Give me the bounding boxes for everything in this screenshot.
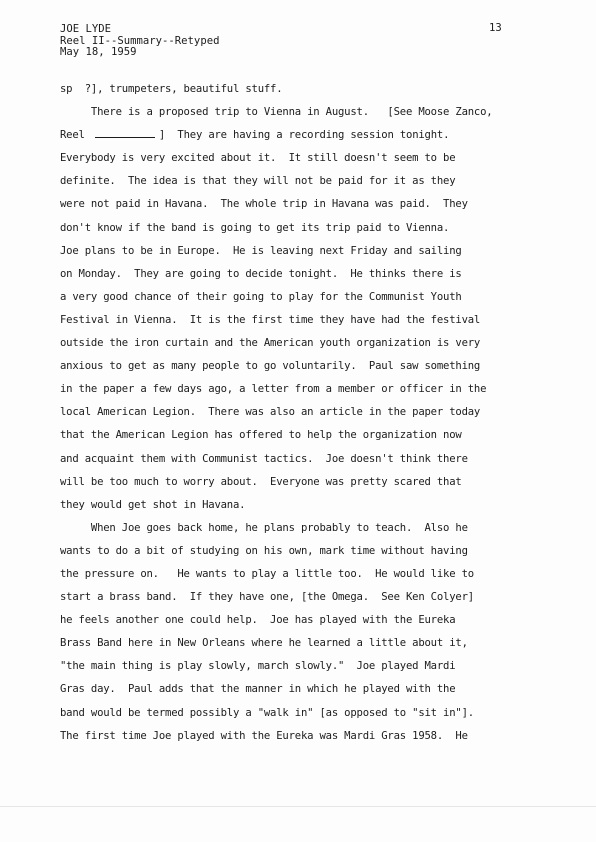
text-line: were not paid in Havana. The whole trip in Havana was paid. They xyxy=(60,198,468,211)
text-line: anxious to get as many people to go voluntarily. Paul saw something xyxy=(60,360,481,373)
text-line: will be too much to worry about. Everyone was pretty scared that xyxy=(60,475,462,488)
text-line: in the paper a few days ago, a letter from a member or officer in the xyxy=(60,383,487,396)
text-line: local American Legion. There was also an article in the paper today xyxy=(60,406,481,419)
text-line: When Joe goes back home, he plans probably to teach. Also he xyxy=(60,521,468,534)
reel-line-tail: ] They are having a recording session tonight. xyxy=(158,129,450,142)
text-line: The first time Joe played with the Eureka was Mardi Gras 1958. He xyxy=(60,729,468,742)
text-line: "the main thing is play slowly, march slowly." Joe played Mardi xyxy=(60,660,456,673)
text-line: don't know if the band is going to get its trip paid to Vienna. xyxy=(60,221,450,234)
text-line: Festival in Vienna. It is the first time they have had the festival xyxy=(60,313,481,326)
blank-field xyxy=(95,128,155,138)
text-line: There is a proposed trip to Vienna in August. [See Moose Zanco, xyxy=(60,106,493,119)
text-line: Brass Band here in New Orleans where he learned a little about it, xyxy=(60,637,468,650)
text-line: they would get shot in Havana. xyxy=(60,498,246,511)
text-line: start a brass band. If they have one, [the Omega. See Ken Colyer] xyxy=(60,591,474,604)
page-number: 13 xyxy=(489,22,502,34)
text-line: and acquaint them with Communist tactics. Joe doesn't think there xyxy=(60,452,468,465)
text-line: band would be termed possibly a "walk in" [as opposed to "sit in"]. xyxy=(60,706,474,719)
text-line: a very good chance of their going to play for the Communist Youth xyxy=(60,290,462,303)
document-header xyxy=(60,24,219,59)
text-line: outside the iron curtain and the American youth organization is very xyxy=(60,337,481,350)
interviewee-name: JOE LYDE xyxy=(60,23,112,35)
text-line: that the American Legion has offered to help the organization now xyxy=(60,429,462,442)
text-line: Joe plans to be in Europe. He is leaving next Friday and sailing xyxy=(60,244,462,257)
transcript-body xyxy=(60,78,530,748)
text-line: wants to do a bit of studying on his own, mark time without having xyxy=(60,544,468,557)
text-line xyxy=(60,124,530,147)
interview-date: May 18, 1959 xyxy=(60,46,137,58)
reel-label: Reel xyxy=(60,129,91,142)
text-line: Everybody is very excited about it. It still doesn't seem to be xyxy=(60,152,456,165)
reel-title: Reel II--Summary--Retyped xyxy=(60,34,220,47)
text-line: the pressure on. He wants to play a little too. He would like to xyxy=(60,567,474,580)
text-line: on Monday. They are going to decide tonight. He thinks there is xyxy=(60,267,462,280)
scan-edge-divider xyxy=(0,806,596,807)
text-line: Gras day. Paul adds that the manner in which he played with the xyxy=(60,683,456,696)
text-line: definite. The idea is that they will not be paid for it as they xyxy=(60,175,456,188)
text-line: he feels another one could help. Joe has played with the Eureka xyxy=(60,614,456,627)
text-line: sp ?], trumpeters, beautiful stuff. xyxy=(60,83,283,95)
